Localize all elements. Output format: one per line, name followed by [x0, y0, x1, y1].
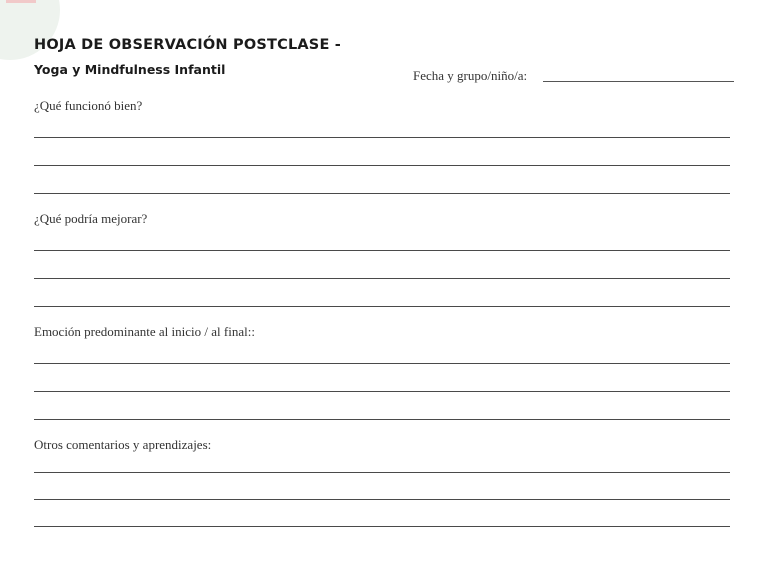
write-line[interactable] — [34, 363, 730, 364]
write-line[interactable] — [34, 250, 730, 251]
write-line[interactable] — [34, 472, 730, 473]
write-line[interactable] — [34, 419, 730, 420]
write-line[interactable] — [34, 499, 730, 500]
write-line[interactable] — [34, 391, 730, 392]
corner-accent — [6, 0, 36, 3]
date-group-input-line[interactable] — [543, 81, 734, 82]
page-title: HOJA DE OBSERVACIÓN POSTCLASE - — [34, 37, 342, 53]
write-line[interactable] — [34, 165, 730, 166]
write-line[interactable] — [34, 526, 730, 527]
section-label-emotion: Emoción predominante al inicio / al final:: — [34, 324, 255, 339]
write-line[interactable] — [34, 278, 730, 279]
write-line[interactable] — [34, 193, 730, 194]
section-label-comments: Otros comentarios y aprendizajes: — [34, 437, 212, 452]
date-group-label: Fecha y grupo/niño/a: — [413, 68, 528, 83]
page-subtitle: Yoga y Mindfulness Infantil — [34, 62, 226, 77]
section-label-could-improve: ¿Qué podría mejorar? — [34, 211, 148, 226]
write-line[interactable] — [34, 137, 730, 138]
section-label-worked-well: ¿Qué funcionó bien? — [34, 98, 143, 113]
write-line[interactable] — [34, 306, 730, 307]
